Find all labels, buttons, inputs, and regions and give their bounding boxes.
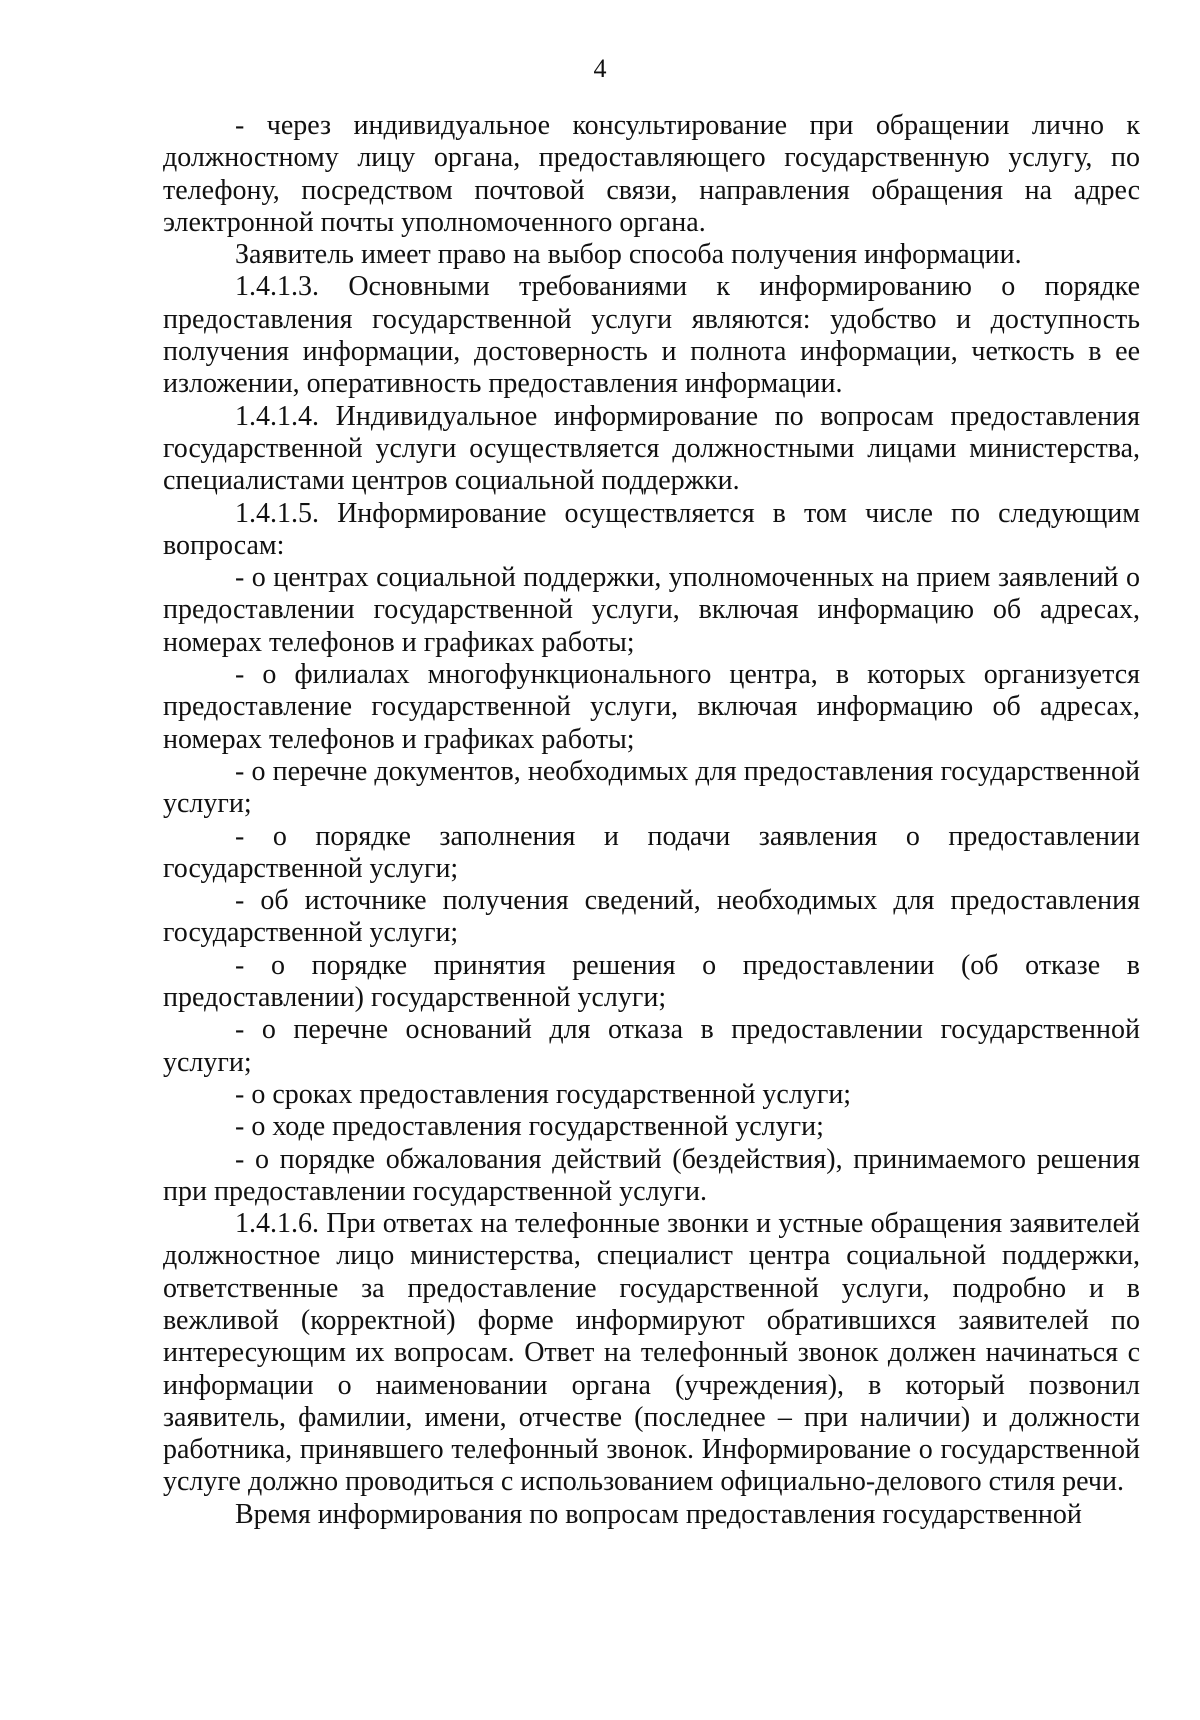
- list-item-service-terms: - о сроках предоставления государственной услуги;: [235, 1078, 852, 1110]
- paragraph-1-4-1-5: 1.4.1.5. Информирование осуществляется в том числе по следующим вопросам:: [163, 497, 1140, 561]
- list-item-information-source: - об источнике получения сведений, необходимых для предоставления государственной услуги;: [163, 885, 1140, 949]
- page-number: 4: [593, 54, 607, 83]
- paragraph-consulting-methods: - через индивидуальное консультирование при обращении лично к должностному лицу органа, предоставляющего государственную услугу, по телефону, посредством почтовой связи, направления обращения на адрес электронной почты уполномоченного органа.: [163, 110, 1140, 238]
- document-body: [163, 110, 1140, 1531]
- list-item-appeal-procedure: - о порядке обжалования действий (бездействия), принимаемого решения при предоставлении государственной услуги.: [163, 1143, 1140, 1207]
- list-item-refusal-grounds: - о перечне оснований для отказа в предоставлении государственной услуги;: [163, 1014, 1140, 1078]
- paragraph-1-4-1-4: 1.4.1.4. Индивидуальное информирование по вопросам предоставления государственной услуги осуществляется должностными лицами министерства, специалистами центров социальной поддержки.: [163, 400, 1140, 497]
- list-item-document-list: - о перечне документов, необходимых для предоставления государственной услуги;: [163, 755, 1140, 820]
- paragraph-information-time: Время информирования по вопросам предоставления государственной: [235, 1498, 1082, 1530]
- paragraph-1-4-1-6: 1.4.1.6. При ответах на телефонные звонки и устные обращения заявителей должностное лицо министерства, специалист центра социальной поддержки, ответственные за предоставление государственной услуги, подробно и в вежливой (корректной) форме информируют обратившихся заявителей по интересующим их вопросам. Ответ на телефонный звонок должен начинаться с информации о наименовании органа (учреждения), в который позвонил заявитель, фамилии, имени, отчестве (последнее – при наличии) и должности работника, принявшего телефонный звонок. Информирование о государственной услуге должно проводиться с использованием официально-делового стиля речи.: [163, 1208, 1140, 1498]
- paragraph-1-4-1-3: 1.4.1.3. Основными требованиями к информированию о порядке предоставления государственной услуги являются: удобство и доступность получения информации, достоверность и полнота информации, четкость в ее изложении, оперативность предоставления информации.: [163, 271, 1140, 400]
- paragraph-applicant-right: Заявитель имеет право на выбор способа получения информации.: [235, 239, 1022, 271]
- list-item-application-procedure: - о порядке заполнения и подачи заявления о предоставлении государственной услуги;: [163, 820, 1140, 884]
- list-item-support-centers: - о центрах социальной поддержки, уполномоченных на прием заявлений о предоставлении государственной услуги, включая информацию об адресах, номерах телефонов и графиках работы;: [163, 562, 1140, 658]
- list-item-mfc-branches: - о филиалах многофункционального центра, в которых организуется предоставление государственной услуги, включая информацию об адресах, номерах телефонов и графиках работы;: [163, 659, 1140, 755]
- list-item-decision-procedure: - о порядке принятия решения о предоставлении (об отказе в предоставлении) государственной услуги;: [163, 949, 1140, 1014]
- list-item-service-progress: - о ходе предоставления государственной услуги;: [235, 1111, 824, 1143]
